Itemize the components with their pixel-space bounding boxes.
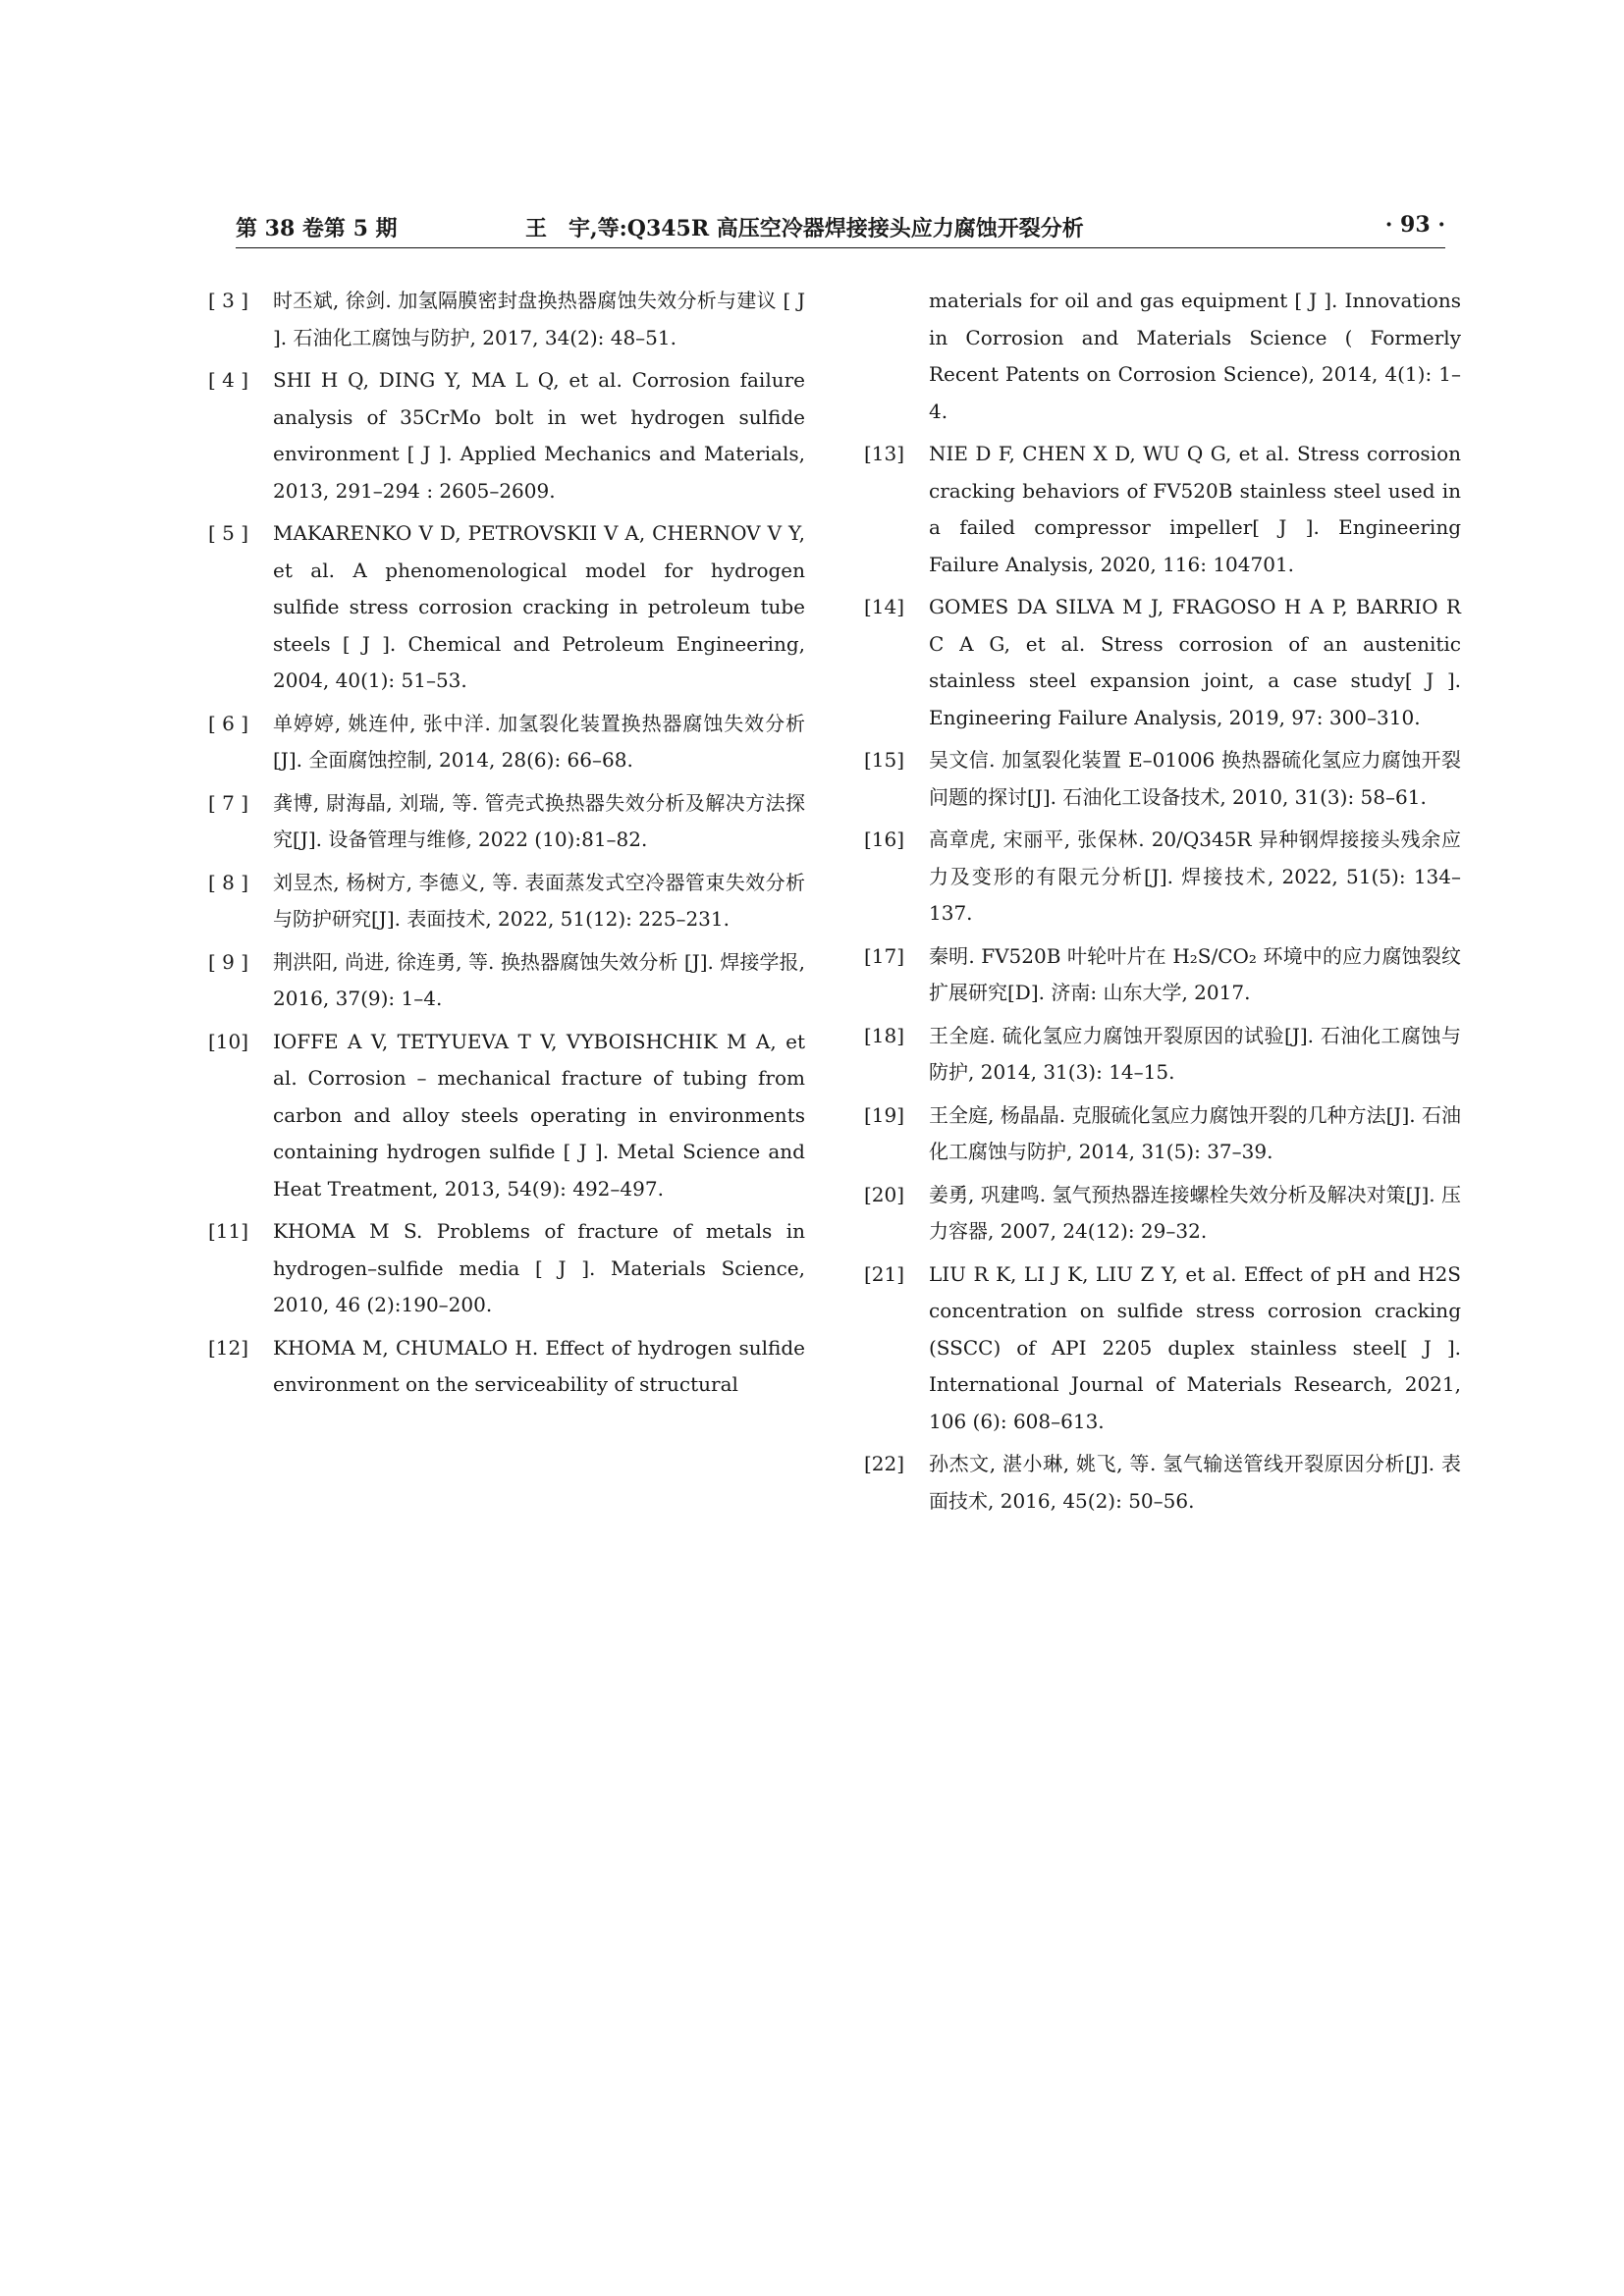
reference-item bbox=[864, 1097, 1461, 1171]
reference-item bbox=[208, 706, 805, 779]
reference-number: [17] bbox=[864, 943, 905, 968]
reference-text: GOMES DA SILVA M J, FRAGOSO H A P, BARRIO R C A G, et al. Stress corrosion of an austenitic stainless steel expansion joint, a case study[ J ]. Engineering Failure Analysis, 2019, 97: 300–310. bbox=[929, 595, 1461, 729]
reference-number: [21] bbox=[864, 1261, 905, 1286]
reference-item bbox=[208, 1330, 805, 1404]
reference-text: 秦明. FV520B 叶轮叶片在 H₂S/CO₂ 环境中的应力腐蚀裂纹扩展研究[D]. 济南: 山东大学, 2017. bbox=[929, 943, 1461, 1004]
reference-number: [ 3 ] bbox=[208, 289, 249, 312]
reference-number: [ 8 ] bbox=[208, 870, 249, 894]
reference-text: 单婷婷, 姚连仲, 张中洋. 加氢裂化装置换热器腐蚀失效分析[J]. 全面腐蚀控制, 2014, 28(6): 66–68. bbox=[273, 711, 805, 772]
page-number: · 93 · bbox=[1384, 212, 1445, 238]
reference-text: 王全庭. 硫化氢应力腐蚀开裂原因的试验[J]. 石油化工腐蚀与防护, 2014, 31(3): 14–15. bbox=[929, 1023, 1461, 1084]
reference-text: NIE D F, CHEN X D, WU Q G, et al. Stress corrosion cracking behaviors of FV520B stainless steel used in a failed compressor impeller[ J ]. Engineering Failure Analysis, 2020, 116: 104701. bbox=[929, 442, 1461, 576]
reference-text: 龚博, 尉海晶, 刘瑞, 等. 管壳式换热器失效分析及解决方法探究[J]. 设备管理与维修, 2022 (10):81–82. bbox=[273, 790, 805, 851]
reference-number: [15] bbox=[864, 748, 905, 772]
header-rule bbox=[236, 247, 1445, 248]
reference-number: [ 7 ] bbox=[208, 790, 249, 815]
reference-item bbox=[864, 822, 1461, 933]
reference-item bbox=[864, 589, 1461, 736]
reference-item bbox=[864, 1018, 1461, 1092]
reference-number: [12] bbox=[208, 1335, 249, 1360]
article-running-title: 王 宇,等:Q345R 高压空冷器焊接接头应力腐蚀开裂分析 bbox=[525, 216, 1084, 241]
reference-item bbox=[864, 938, 1461, 1012]
references-left-column bbox=[208, 283, 805, 1410]
reference-text: 孙杰文, 湛小琳, 姚飞, 等. 氢气输送管线开裂原因分析[J]. 表面技术, 2016, 45(2): 50–56. bbox=[929, 1452, 1461, 1513]
reference-item bbox=[864, 742, 1461, 816]
reference-number: [13] bbox=[864, 442, 905, 465]
reference-number: [18] bbox=[864, 1023, 905, 1047]
reference-number: [20] bbox=[864, 1182, 905, 1206]
reference-text: 荆洪阳, 尚进, 徐连勇, 等. 换热器腐蚀失效分析 [J]. 焊接学报, 2016, 37(9): 1–4. bbox=[273, 949, 805, 1010]
running-header bbox=[236, 212, 1445, 247]
reference-continuation: materials for oil and gas equipment [ J ]. Innovations in Corrosion and Materials Science ( Formerly Recent Patents on Corrosion Science), 2014, 4(1): 1–4. bbox=[929, 289, 1461, 423]
reference-text: SHI H Q, DING Y, MA L Q, et al. Corrosion failure analysis of 35CrMo bolt in wet hydrogen sulfide environment [ J ]. Applied Mechanics and Materials, 2013, 291–294 : 2605–2609. bbox=[273, 368, 805, 503]
reference-text: IOFFE A V, TETYUEVA T V, VYBOISHCHIK M A, et al. Corrosion – mechanical fracture of tubing from carbon and alloy steels operating in environments containing hydrogen sulfide [ J ]. Metal Science and Heat Treatment, 2013, 54(9): 492–497. bbox=[273, 1029, 805, 1201]
reference-item bbox=[208, 362, 805, 509]
reference-number: [ 6 ] bbox=[208, 711, 249, 735]
reference-item bbox=[864, 436, 1461, 583]
references-right-column bbox=[864, 283, 1461, 1525]
reference-item bbox=[208, 515, 805, 700]
reference-item bbox=[864, 1177, 1461, 1251]
reference-text: KHOMA M, CHUMALO H. Effect of hydrogen sulfide environment on the serviceability of structural bbox=[273, 1335, 805, 1396]
reference-text: KHOMA M S. Problems of fracture of metals in hydrogen–sulfide media [ J ]. Materials Science, 2010, 46 (2):190–200. bbox=[273, 1219, 805, 1316]
reference-number: [10] bbox=[208, 1029, 249, 1053]
reference-item bbox=[208, 865, 805, 938]
reference-text: 时丕斌, 徐剑. 加氢隔膜密封盘换热器腐蚀失效分析与建议 [ J ]. 石油化工腐蚀与防护, 2017, 34(2): 48–51. bbox=[273, 289, 805, 349]
reference-text: 吴文信. 加氢裂化装置 E–01006 换热器硫化氢应力腐蚀开裂问题的探讨[J]. 石油化工设备技术, 2010, 31(3): 58–61. bbox=[929, 748, 1461, 809]
reference-number: [16] bbox=[864, 828, 905, 851]
reference-text: 王全庭, 杨晶晶. 克服硫化氢应力腐蚀开裂的几种方法[J]. 石油化工腐蚀与防护, 2014, 31(5): 37–39. bbox=[929, 1102, 1461, 1163]
reference-item bbox=[208, 1024, 805, 1208]
reference-text: MAKARENKO V D, PETROVSKII V A, CHERNOV V Y, et al. A phenomenological model for hydrogen sulfide stress corrosion cracking in petroleum tube steels [ J ]. Chemical and Petroleum Engineering, 2004, 40(1): 51–53. bbox=[273, 521, 805, 692]
reference-item bbox=[208, 785, 805, 859]
reference-item bbox=[208, 1213, 805, 1324]
reference-text: 姜勇, 巩建鸣. 氢气预热器连接螺栓失效分析及解决对策[J]. 压力容器, 2007, 24(12): 29–32. bbox=[929, 1182, 1461, 1243]
reference-item bbox=[208, 283, 805, 356]
reference-item bbox=[208, 944, 805, 1018]
reference-number: [ 9 ] bbox=[208, 949, 249, 974]
reference-item bbox=[864, 1446, 1461, 1520]
reference-text: 刘昱杰, 杨树方, 李德义, 等. 表面蒸发式空冷器管束失效分析与防护研究[J]. 表面技术, 2022, 51(12): 225–231. bbox=[273, 870, 805, 931]
reference-number: [11] bbox=[208, 1219, 249, 1243]
reference-number: [19] bbox=[864, 1102, 905, 1127]
reference-number: [ 5 ] bbox=[208, 521, 249, 545]
reference-text: LIU R K, LI J K, LIU Z Y, et al. Effect of pH and H2S concentration on sulfide stress corrosion cracking (SSCC) of API 2205 duplex stainless steel[ J ]. International Journal of Materials Research, 2021, 106 (6): 608–613. bbox=[929, 1261, 1461, 1433]
journal-issue: 第 38 卷第 5 期 bbox=[236, 216, 398, 241]
reference-text: 高章虎, 宋丽平, 张保林. 20/Q345R 异种钢焊接接头残余应力及变形的有限元分析[J]. 焊接技术, 2022, 51(5): 134–137. bbox=[929, 828, 1461, 925]
reference-item bbox=[864, 1256, 1461, 1441]
reference-number: [ 4 ] bbox=[208, 368, 249, 392]
reference-number: [14] bbox=[864, 595, 905, 618]
reference-number: [22] bbox=[864, 1452, 905, 1475]
